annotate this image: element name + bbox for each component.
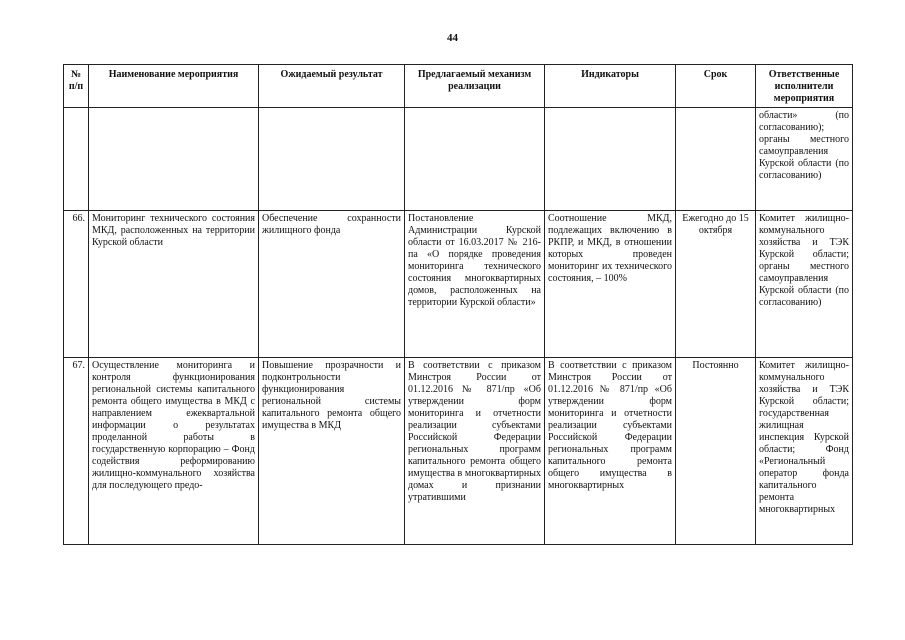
row-indicators: Соотношение МКД, подлежащих включению в РКПР, и МКД, в отношении которых проведен мониторинг их технического состояния, – 100% xyxy=(545,211,676,358)
header-name: Наименование мероприятия xyxy=(89,65,259,108)
table-row xyxy=(64,108,853,211)
row-indicators xyxy=(545,108,676,211)
row-num: 67. xyxy=(64,358,89,545)
header-indicators: Индикаторы xyxy=(545,65,676,108)
header-term: Срок xyxy=(676,65,756,108)
row-term xyxy=(676,108,756,211)
row-result: Обеспечение сохранности жилищного фонда xyxy=(259,211,405,358)
row-name: Мониторинг технического состояния МКД, расположенных на территории Курской области xyxy=(89,211,259,358)
header-row xyxy=(64,65,853,108)
row-num xyxy=(64,108,89,211)
row-term: Постоянно xyxy=(676,358,756,545)
table-row xyxy=(64,211,853,358)
page-number: 44 xyxy=(447,32,458,44)
row-num: 66. xyxy=(64,211,89,358)
row-indicators: В соответствии с приказом Минстроя России от 01.12.2016 № 871/пр «Об утверждении форм мониторинга и отчетности реализации субъектами Российской Федерации региональных программ капитального ремонта общего имущества в многоквартирных xyxy=(545,358,676,545)
table-row xyxy=(64,358,853,545)
row-mechanism: В соответствии с приказом Минстроя России от 01.12.2016 № 871/пр «Об утверждении форм мониторинга и отчетности реализации субъектами Российской Федерации региональных программ капитального ремонта общего имущества в многоквартирных домах и признании утратившими xyxy=(405,358,545,545)
row-responsible: Комитет жилищно-коммунального хозяйства и ТЭК Курской области; органы местного самоуправления Курской области (по согласованию) xyxy=(756,211,853,358)
header-num: № п/п xyxy=(64,65,89,108)
header-mechanism: Предлагаемый механизм реализации xyxy=(405,65,545,108)
row-responsible: области» (по согласованию); органы местного самоуправления Курской области (по согласованию) xyxy=(756,108,853,211)
row-result: Повышение прозрачности и подконтрольности функционирования региональной системы капитального ремонта общего имущества в МКД xyxy=(259,358,405,545)
measures-table xyxy=(63,64,853,545)
header-result: Ожидаемый результат xyxy=(259,65,405,108)
row-result xyxy=(259,108,405,211)
row-mechanism: Постановление Администрации Курской области от 16.03.2017 № 216-па «О порядке проведения мониторинга технического состояния многоквартирных домов, расположенных на территории Курской области» xyxy=(405,211,545,358)
row-name xyxy=(89,108,259,211)
row-name: Осуществление мониторинга и контроля функционирования региональной системы капитального ремонта общего имущества в МКД с направлением ежеквартальной информации о результатах проделанной работы в государственную корпорацию – Фонд содействия реформированию жилищно-коммунального хозяйства для последующего предо- xyxy=(89,358,259,545)
row-term: Ежегодно до 15 октября xyxy=(676,211,756,358)
header-responsible: Ответственные исполнители мероприятия xyxy=(756,65,853,108)
row-responsible: Комитет жилищно-коммунального хозяйства и ТЭК Курской области; государственная жилищная инспекция Курской области; Фонд «Региональный оператор фонда капитального ремонта многоквартирных xyxy=(756,358,853,545)
row-mechanism xyxy=(405,108,545,211)
